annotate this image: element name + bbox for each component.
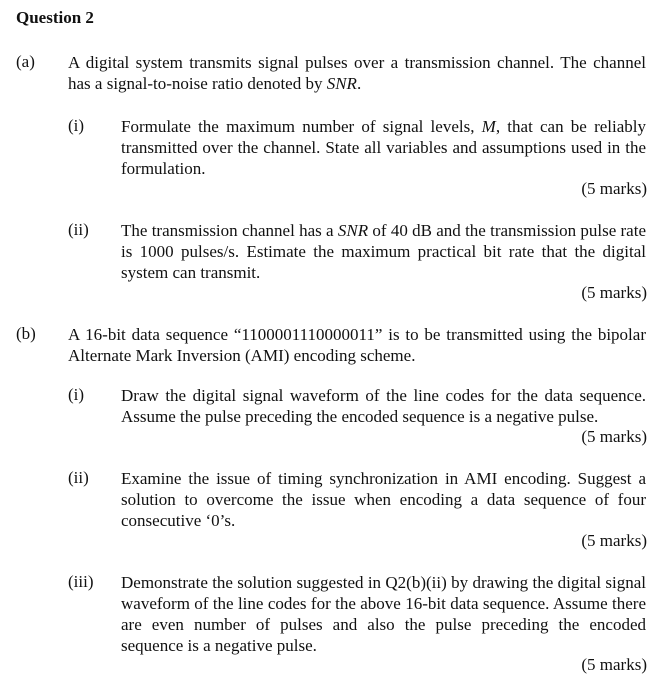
part-a-i-text: [121, 116, 646, 179]
part-a-stem-end: .: [356, 74, 362, 93]
part-a-label: (a): [16, 52, 35, 71]
part-b-label: (b): [16, 324, 36, 343]
part-a-ii-text-1: The transmission channel has a: [121, 221, 338, 240]
part-b-i-text: Draw the digital signal waveform of the line codes for the data sequence. Assume the pulse preceding the encoded sequence is a negative pulse.: [121, 386, 646, 426]
part-a-ii-text-snr: SNR: [337, 221, 369, 240]
part-b-i-label: (i): [68, 385, 85, 404]
part-a-stem-text: A digital system transmits signal pulses over a transmission channel. The channel has a signal-to-noise ratio denoted by: [68, 53, 646, 93]
part-b-iii-label: (iii): [68, 572, 94, 591]
part-b-ii-text: Examine the issue of timing synchronization in AMI encoding. Suggest a solution to overcome the issue when encoding a data sequence of four consecutive ‘0’s.: [121, 469, 646, 530]
part-b-i-marks: (5 marks): [581, 427, 647, 446]
part-b-ii-marks: (5 marks): [581, 531, 647, 550]
part-a-ii-label: (ii): [68, 220, 89, 239]
part-a-ii-text: [121, 220, 646, 283]
part-b-iii-text: Demonstrate the solution suggested in Q2(b)(ii) by drawing the digital signal waveform of the line codes for the above 16-bit data sequence. Assume there are even number of pulses and also the pulse preceding the encoded sequence is a negative pulse.: [121, 573, 646, 655]
part-a-i-text-m: M: [481, 117, 496, 136]
part-a-stem: [68, 52, 646, 94]
part-a-i-text-2: , that can be reliably transmitted over the channel. State all variables and assumptions used in the formulation.: [121, 117, 646, 178]
part-a-i-marks: (5 marks): [581, 179, 647, 198]
part-b-ii-label: (ii): [68, 468, 89, 487]
part-a-stem-snr: SNR: [326, 74, 357, 93]
part-a-i-text-1: Formulate the maximum number of signal levels,: [121, 117, 482, 136]
part-a-ii-marks: (5 marks): [581, 283, 647, 302]
part-a-i-label: (i): [68, 116, 85, 135]
part-a-ii-text-2: of 40 dB and the transmission pulse rate is 1000 pulses/s. Estimate the maximum practical bit rate that the digital system can transmit.: [121, 221, 646, 282]
question-title: Question 2: [16, 8, 94, 27]
part-b-iii-marks: (5 marks): [581, 655, 647, 674]
part-b-stem: A 16-bit data sequence “1100001110000011” is to be transmitted using the bipolar Alternate Mark Inversion (AMI) encoding scheme.: [68, 325, 646, 365]
